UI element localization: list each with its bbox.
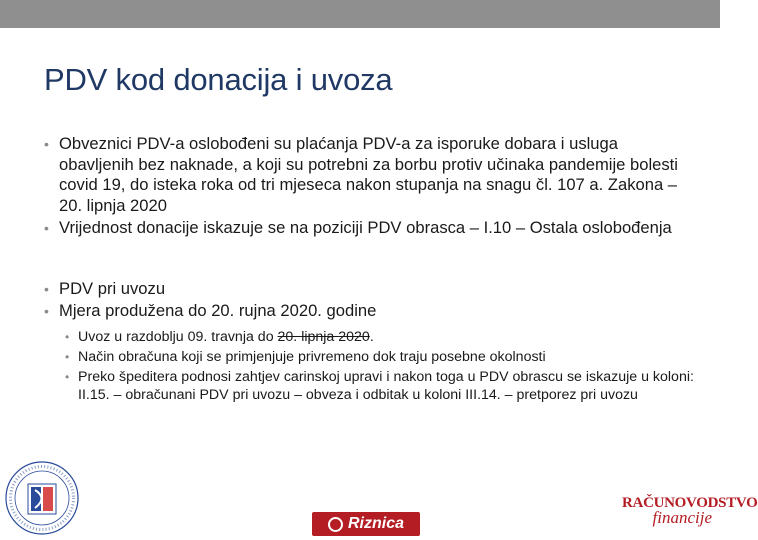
bullet-item — [44, 134, 692, 216]
bullet-text: Mjera produžena do 20. rujna 2020. godine — [59, 301, 377, 320]
bullet-dot-icon: • — [65, 369, 70, 384]
slide-title: PDV kod donacija i uvoza — [44, 62, 393, 97]
racunovodstvo-logo-line2: financije — [652, 508, 712, 527]
bullet-text: PDV pri uvozu — [59, 278, 166, 298]
sub-bullet-item — [65, 348, 695, 366]
riznica-logo — [312, 512, 420, 536]
bullet-item — [44, 301, 692, 322]
bullet-dot-icon: • — [44, 136, 49, 152]
sub-bullet-suffix: . — [369, 328, 374, 345]
sub-bullet-list — [65, 328, 695, 404]
bullet-item — [44, 218, 692, 239]
bullet-dot-icon: • — [44, 280, 49, 297]
bullet-dot-icon: • — [65, 329, 70, 344]
bullet-item — [44, 279, 692, 300]
sub-bullet-item — [65, 328, 695, 346]
racunovodstvo-logo — [622, 495, 758, 540]
riznica-logo-text: Riznica — [347, 515, 404, 532]
association-logo — [4, 460, 80, 536]
sub-bullet-text: Uvoz u razdoblju 09. travnja do — [78, 328, 278, 345]
bullet-dot-icon: • — [65, 349, 70, 364]
sub-bullet-text: Preko špeditera podnosi zahtjev carinskoj upravi i nakon toga u PDV obrascu se iskazuje u koloni: II.15. – obračunani PDV pri uvozu – obveza i odbitak u koloni III.14. – pretporez pri uvozu — [78, 368, 694, 403]
bullet-dot-icon: • — [44, 220, 49, 236]
top-bar — [0, 0, 720, 28]
racunovodstvo-logo-line1: RAČUNOVODSTVO — [622, 495, 758, 511]
riznica-emblem-icon — [328, 517, 343, 532]
sub-bullet-item — [65, 368, 695, 404]
sub-bullet-text: Način obračuna koji se primjenjuje privremeno dok traju posebne okolnosti — [78, 348, 546, 365]
struck-date: 20. lipnja 2020 — [277, 328, 370, 345]
slide-body — [44, 134, 692, 406]
bullet-dot-icon: • — [44, 303, 49, 319]
bullet-text: Obveznici PDV-a oslobođeni su plaćanja PDV-a za isporuke dobara i usluga obavljenih bez naknade, a koji su potrebni za borbu protiv učinaka pandemije bolesti covid 19, do isteka roka od tri mjeseca nakon stupanja na snagu čl. 107 a. Zakona – 20. lipnja 2020 — [59, 134, 678, 215]
bullet-text: Vrijednost donacije iskazuje se na poziciji PDV obrasca – I.10 – Ostala oslobođenja — [59, 218, 672, 237]
